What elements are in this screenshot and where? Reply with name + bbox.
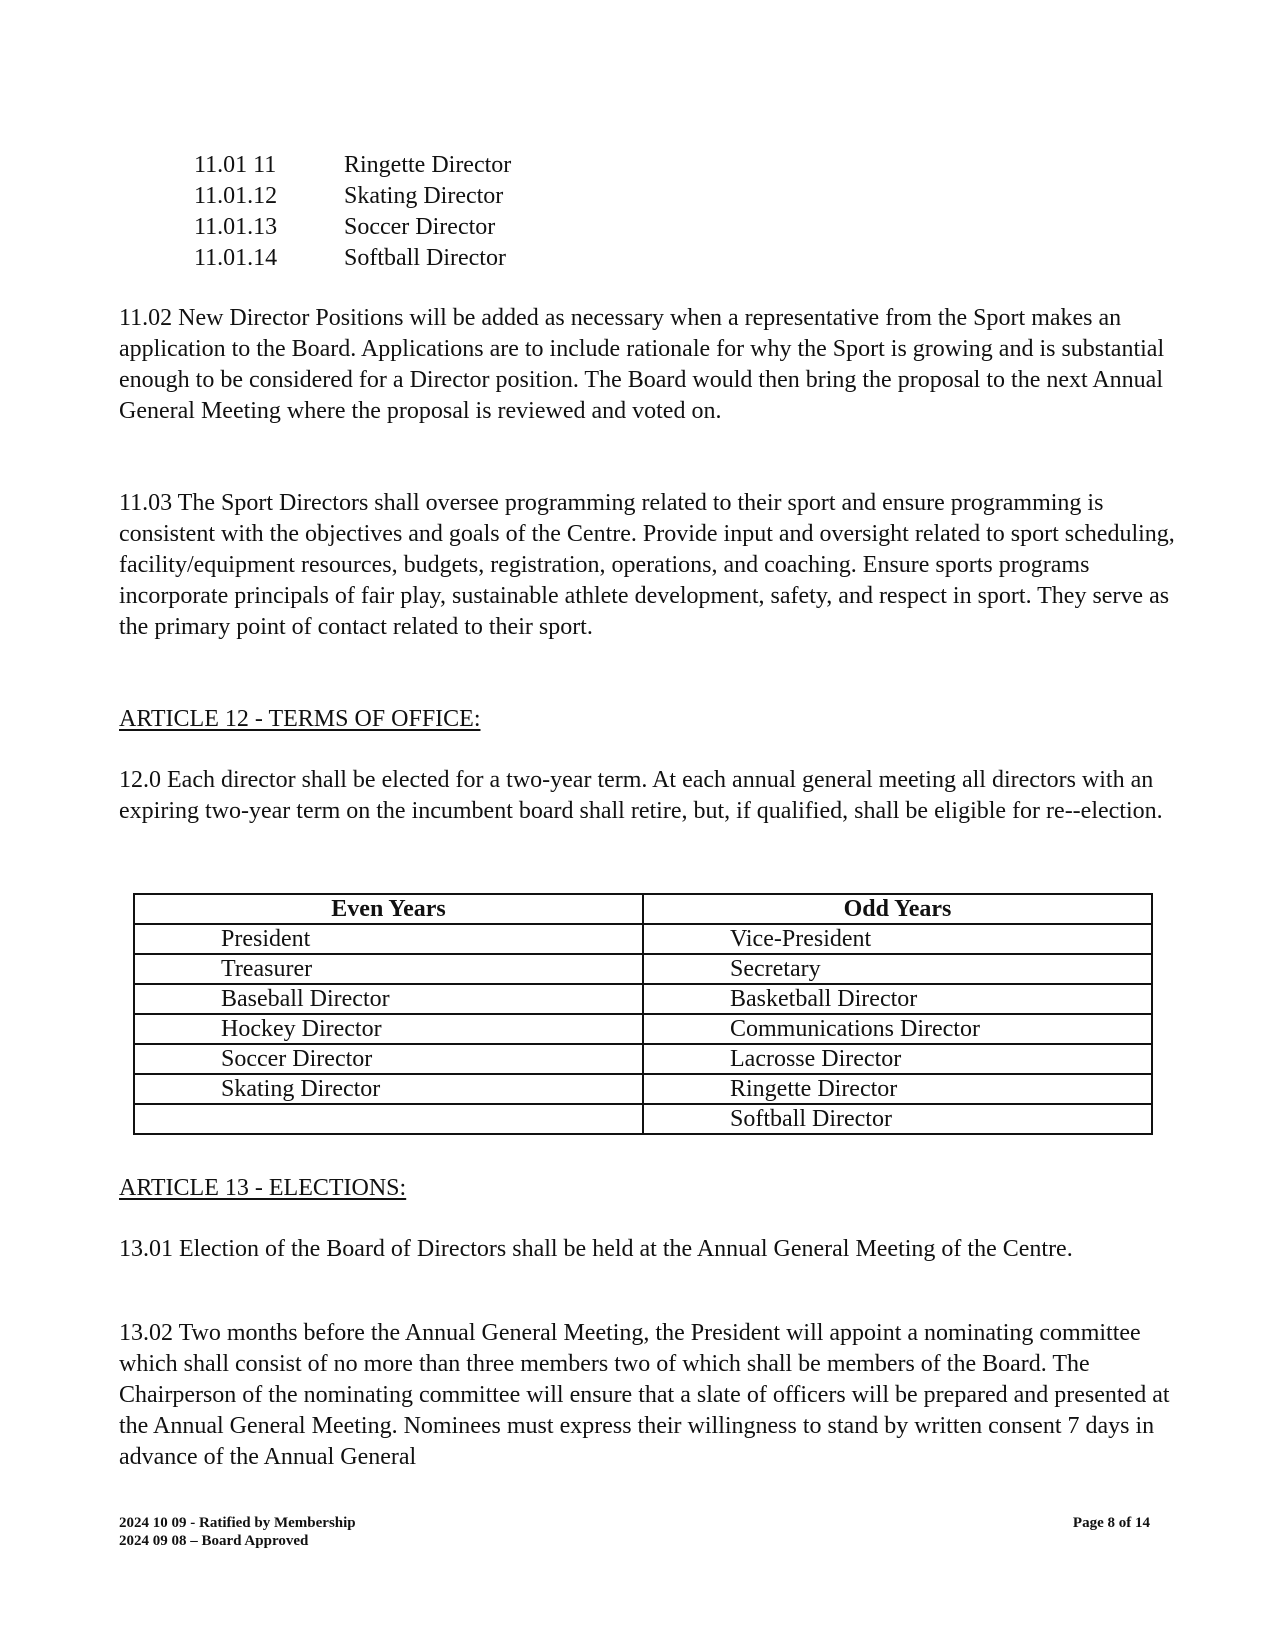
table-cell: Softball Director — [643, 1104, 1152, 1134]
sublist-item-label: Softball Director — [344, 245, 506, 271]
table-row — [134, 1104, 1152, 1134]
paragraph-13-01: 13.01 Election of the Board of Directors shall be held at the Annual General Meeting of the Centre. — [119, 1236, 1073, 1262]
director-sublist — [194, 150, 511, 274]
table-cell: Soccer Director — [134, 1044, 643, 1074]
footer-ratified: 2024 10 09 - Ratified by Membership — [119, 1515, 356, 1531]
sublist-item-number: 11.01.13 — [194, 214, 278, 240]
table-row — [134, 1014, 1152, 1044]
paragraph-11-03: 11.03 The Sport Directors shall oversee programming related to their sport and ensure programming is consistent with the objectives and goals of the Centre. Provide input and oversight related to sport scheduling, facility/equipment resources, budgets, registration, operations, and coaching. Ensure sports programs incorporate principals of fair play, sustainable athlete development, safety, and respect in sport. They serve as the primary point of contact related to their sport. — [119, 490, 1175, 640]
table-row — [134, 954, 1152, 984]
terms-of-office-table — [133, 893, 1153, 1135]
table-row — [134, 924, 1152, 954]
sublist-item-label: Skating Director — [344, 183, 504, 209]
table-cell: Lacrosse Director — [643, 1044, 1152, 1074]
sublist-item — [194, 181, 511, 212]
sublist-item-number: 11.01.12 — [194, 183, 278, 209]
table-cell: Treasurer — [134, 954, 643, 984]
sublist-item-label: Ringette Director — [344, 152, 512, 178]
table-cell: Communications Director — [643, 1014, 1152, 1044]
sublist-item — [194, 150, 511, 181]
sublist-item-label: Soccer Director — [344, 214, 496, 240]
table-row — [134, 984, 1152, 1014]
article-13-heading: ARTICLE 13 - ELECTIONS: — [119, 1175, 407, 1201]
table-cell: Vice-President — [643, 924, 1152, 954]
table-cell: Secretary — [643, 954, 1152, 984]
column-header-even-years: Even Years — [134, 894, 643, 924]
article-12-heading: ARTICLE 12 - TERMS OF OFFICE: — [119, 706, 481, 732]
table-cell: Hockey Director — [134, 1014, 643, 1044]
table-cell: Ringette Director — [643, 1074, 1152, 1104]
paragraph-13-02: 13.02 Two months before the Annual General Meeting, the President will appoint a nominating committee which shall consist of no more than three members two of which shall be members of the Board. The Chairperson of the nominating committee will ensure that a slate of officers will be prepared and presented at the Annual General Meeting. Nominees must express their willingness to stand by written consent 7 days in advance of the Annual General — [119, 1320, 1170, 1470]
table-cell: Skating Director — [134, 1074, 643, 1104]
table-cell — [134, 1104, 643, 1134]
sublist-item — [194, 243, 511, 274]
footer-approved: 2024 09 08 – Board Approved — [119, 1533, 309, 1549]
table-header-row — [134, 894, 1152, 924]
sublist-item-number: 11.01 11 — [194, 152, 277, 178]
table-row — [134, 1044, 1152, 1074]
table-cell: Baseball Director — [134, 984, 643, 1014]
table-cell: Basketball Director — [643, 984, 1152, 1014]
sublist-item-number: 11.01.14 — [194, 245, 278, 271]
column-header-odd-years: Odd Years — [643, 894, 1152, 924]
sublist-item — [194, 212, 511, 243]
table-cell: President — [134, 924, 643, 954]
paragraph-12-0: 12.0 Each director shall be elected for a two-year term. At each annual general meeting all directors with an expiring two-year term on the incumbent board shall retire, but, if qualified, shall be eligible for re--election. — [119, 767, 1163, 824]
table-row — [134, 1074, 1152, 1104]
page-number: Page 8 of 14 — [1072, 1515, 1150, 1531]
paragraph-11-02: 11.02 New Director Positions will be added as necessary when a representative from the Sport makes an application to the Board. Applications are to include rationale for why the Sport is growing and is substantial enough to be considered for a Director position. The Board would then bring the proposal to the next Annual General Meeting where the proposal is reviewed and voted on. — [119, 305, 1165, 424]
footer-dates — [119, 1514, 356, 1550]
